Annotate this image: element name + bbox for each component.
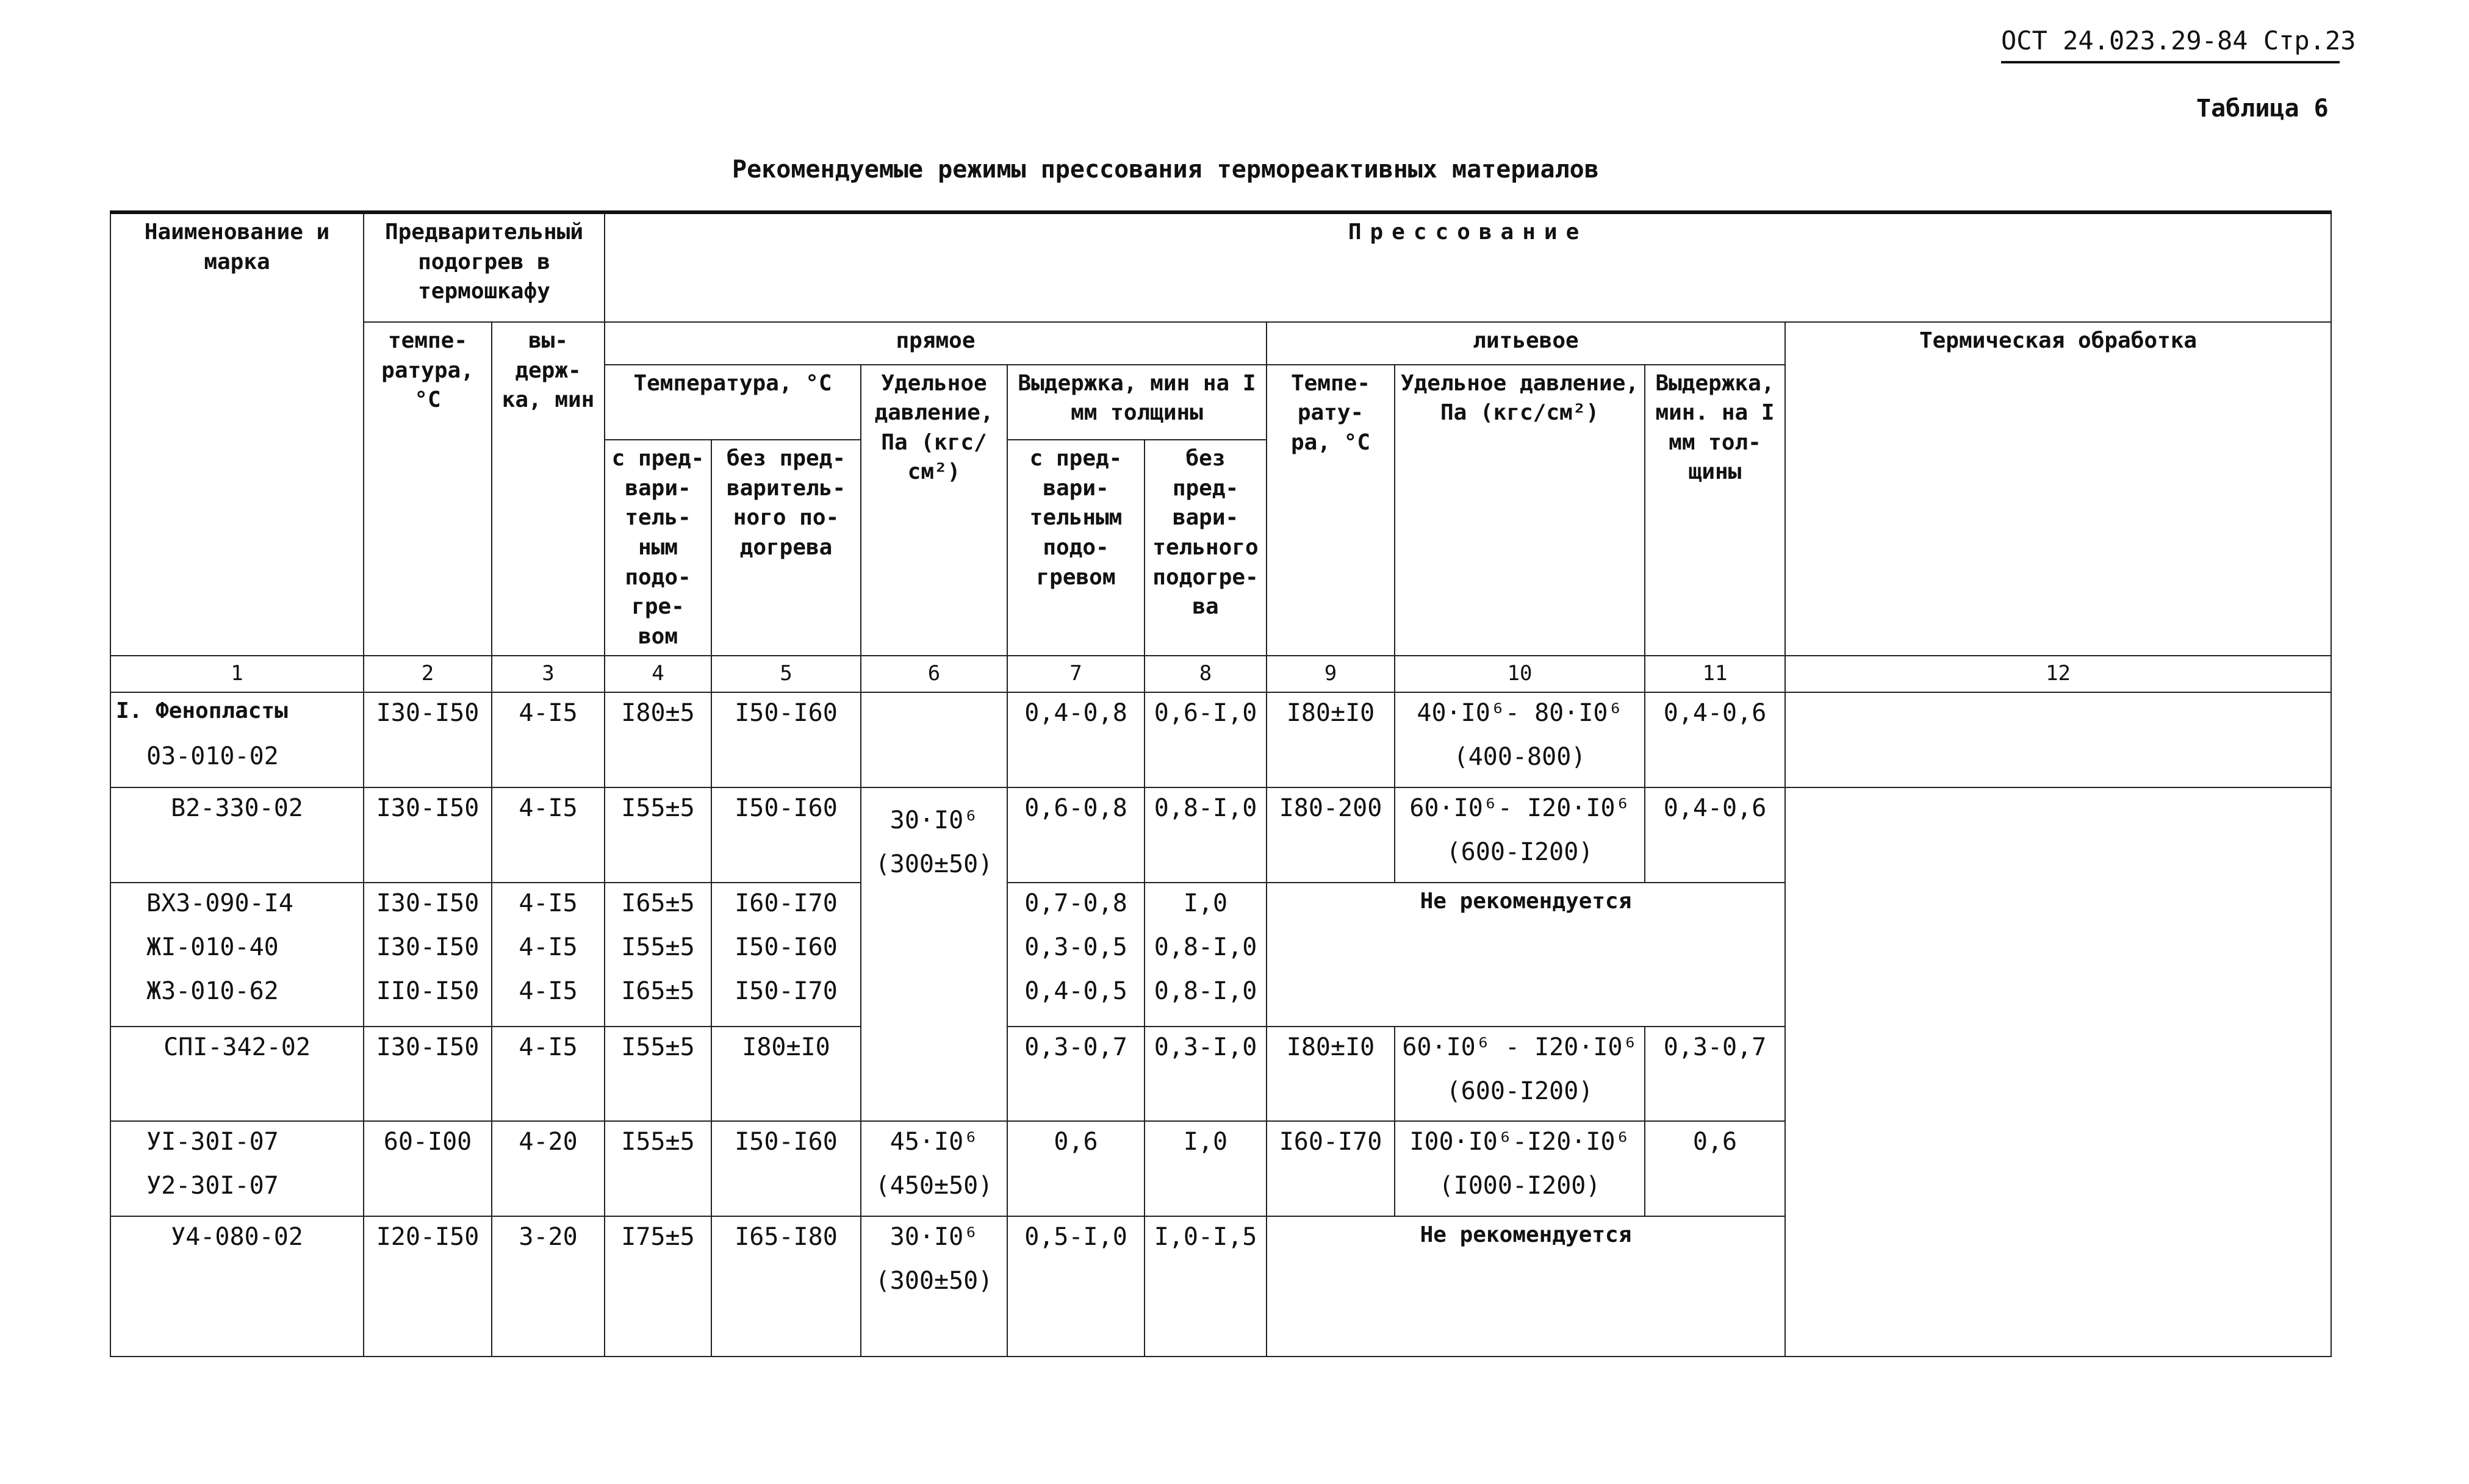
material-name: У4-080-02 bbox=[110, 1216, 364, 1357]
specific-pressure-kgf: (300±50) bbox=[875, 850, 993, 878]
header-heat-treatment: Термическая обработка bbox=[1785, 322, 2331, 656]
table-row bbox=[110, 883, 2331, 1027]
inj-temp: I80±I0 bbox=[1267, 1027, 1395, 1122]
inj-pressure-kgf: (600-I200) bbox=[1446, 837, 1594, 866]
inj-temp: I80±I0 bbox=[1267, 692, 1395, 787]
header-pressing bbox=[605, 212, 2331, 322]
temp-without-preheat: I50-I60 bbox=[735, 933, 838, 961]
not-recommended: Не рекомендуется bbox=[1267, 1216, 1785, 1357]
hold-without-preheat: I,0 bbox=[1145, 1121, 1267, 1216]
inj-pressure: 60·I0⁶- I20·I0⁶ bbox=[1409, 794, 1630, 822]
temp-without-preheat: I50-I60 bbox=[711, 787, 861, 883]
col-number: 1 bbox=[110, 656, 364, 692]
heat-treatment bbox=[1785, 787, 2331, 883]
preheat-hold: 4-I5 bbox=[492, 692, 605, 787]
temp-with-preheat: I55±5 bbox=[605, 1121, 711, 1216]
table-row bbox=[110, 1027, 2331, 1122]
inj-pressure-kgf: (I000-I200) bbox=[1439, 1172, 1601, 1200]
specific-pressure: 45·I0⁶ bbox=[889, 1128, 979, 1156]
table-row bbox=[110, 692, 2331, 787]
temp-without-preheat: I60-I70 bbox=[735, 889, 838, 917]
preheat-temp: II0-I50 bbox=[376, 977, 480, 1005]
heat-treatment bbox=[1785, 1216, 2331, 1357]
header-preheat: Предварительный подогрев в термошкафу bbox=[364, 212, 605, 322]
header-hold-per-mm: Выдержка, мин на I мм толщины bbox=[1007, 365, 1267, 440]
hold-without-preheat: I,0-I,5 bbox=[1145, 1216, 1267, 1357]
table-title: Рекомендуемые режимы прессования термореактивных материалов bbox=[732, 156, 1599, 184]
col-number: 10 bbox=[1395, 656, 1645, 692]
header-temperature: Температура, °С bbox=[605, 365, 861, 440]
temp-with-preheat: I65±5 bbox=[621, 977, 695, 1005]
inj-pressure: 40·I0⁶- 80·I0⁶ bbox=[1417, 699, 1623, 728]
document-code-underline bbox=[2001, 61, 2340, 63]
hold-with-preheat: 0,3-0,7 bbox=[1007, 1027, 1145, 1122]
col-number: 11 bbox=[1645, 656, 1785, 692]
header-inj-temp: Темпе- рату- ра, °С bbox=[1267, 365, 1395, 656]
preheat-temp: I30-I50 bbox=[364, 1027, 492, 1122]
not-recommended: Не рекомендуется bbox=[1267, 883, 1785, 1027]
preheat-hold: 4-20 bbox=[492, 1121, 605, 1216]
heat-treatment bbox=[1785, 1121, 2331, 1216]
header-inj-hold: Выдержка, мин. на I мм тол- щины bbox=[1645, 365, 1785, 656]
hold-with-preheat: 0,4-0,5 bbox=[1024, 977, 1127, 1005]
material-name: СПI-342-02 bbox=[110, 1027, 364, 1122]
temp-without-preheat: I50-I60 bbox=[711, 692, 861, 787]
hold-with-preheat: 0,3-0,5 bbox=[1024, 933, 1127, 961]
temp-without-preheat: I80±I0 bbox=[711, 1027, 861, 1122]
temp-with-preheat: I55±5 bbox=[621, 933, 695, 961]
specific-pressure: 30·I0⁶ bbox=[889, 1223, 979, 1251]
header-temp-with: с пред- вари- тель- ным подо- гре- вом bbox=[605, 440, 711, 656]
material-name: У2-30I-07 bbox=[146, 1172, 279, 1200]
preheat-temp: I20-I50 bbox=[364, 1216, 492, 1357]
temp-without-preheat: I50-I60 bbox=[711, 1121, 861, 1216]
table-number: Таблица 6 bbox=[2196, 95, 2329, 123]
col-number: 4 bbox=[605, 656, 711, 692]
temp-with-preheat: I80±5 bbox=[605, 692, 711, 787]
inj-hold: 0,4-0,6 bbox=[1645, 787, 1785, 883]
header-temp-without: без пред- варитель- ного по- догрева bbox=[711, 440, 861, 656]
inj-pressure-kgf: (400-800) bbox=[1453, 743, 1586, 772]
heat-treatment bbox=[1785, 883, 2331, 1027]
header-preheat-temp: темпе- ратура, °С bbox=[364, 322, 492, 656]
hold-without-preheat: 0,6-I,0 bbox=[1145, 692, 1267, 787]
heat-treatment bbox=[1785, 692, 2331, 787]
specific-pressure bbox=[861, 692, 1007, 787]
material-name: ЖI-010-40 bbox=[146, 933, 279, 961]
heat-treatment bbox=[1785, 1027, 2331, 1122]
hold-with-preheat: 0,5-I,0 bbox=[1007, 1216, 1145, 1357]
specific-pressure-kgf: (450±50) bbox=[875, 1172, 993, 1200]
temp-with-preheat: I55±5 bbox=[605, 1027, 711, 1122]
col-number: 2 bbox=[364, 656, 492, 692]
preheat-temp: I30-I50 bbox=[364, 787, 492, 883]
table-row bbox=[110, 1216, 2331, 1357]
hold-with-preheat: 0,4-0,8 bbox=[1007, 692, 1145, 787]
inj-pressure-kgf: (600-I200) bbox=[1446, 1077, 1594, 1105]
header-name: Наименование и марка bbox=[110, 212, 364, 656]
preheat-hold: 4-I5 bbox=[519, 977, 578, 1005]
header-inj-pressure: Удельное давление, Па (кгс/см²) bbox=[1395, 365, 1645, 656]
temp-without-preheat: I50-I70 bbox=[735, 977, 838, 1005]
preheat-temp: I30-I50 bbox=[376, 933, 480, 961]
inj-hold: 0,6 bbox=[1645, 1121, 1785, 1216]
hold-without-preheat: 0,8-I,0 bbox=[1154, 933, 1257, 961]
header-hold-without: без пред- вари- тельного подогре- ва bbox=[1145, 440, 1267, 656]
section-label: I. Фенопласты bbox=[116, 698, 288, 724]
temp-without-preheat: I65-I80 bbox=[711, 1216, 861, 1357]
header-hold-with: с пред- вари- тельным подо- гревом bbox=[1007, 440, 1145, 656]
specific-pressure-kgf: (300±50) bbox=[875, 1267, 993, 1295]
material-name: В2-330-02 bbox=[110, 787, 364, 883]
document-code: ОСТ 24.023.29-84 Стр.23 bbox=[2001, 26, 2356, 56]
table-row bbox=[110, 787, 2331, 883]
col-number: 6 bbox=[861, 656, 1007, 692]
pressing-modes-table bbox=[110, 210, 2332, 1357]
preheat-temp: I30-I50 bbox=[364, 692, 492, 787]
hold-without-preheat: 0,3-I,0 bbox=[1145, 1027, 1267, 1122]
header-injection: литьевое bbox=[1267, 322, 1785, 365]
col-number: 9 bbox=[1267, 656, 1395, 692]
inj-temp: I60-I70 bbox=[1267, 1121, 1395, 1216]
inj-temp: I80-200 bbox=[1267, 787, 1395, 883]
temp-with-preheat: I55±5 bbox=[605, 787, 711, 883]
preheat-hold: 4-I5 bbox=[492, 787, 605, 883]
preheat-hold: 3-20 bbox=[492, 1216, 605, 1357]
material-name: ВХЗ-090-I4 bbox=[146, 889, 293, 917]
preheat-hold: 4-I5 bbox=[519, 889, 578, 917]
inj-pressure: I00·I0⁶-I20·I0⁶ bbox=[1409, 1128, 1630, 1156]
temp-with-preheat: I65±5 bbox=[621, 889, 695, 917]
col-number: 3 bbox=[492, 656, 605, 692]
header-preheat-hold: вы- держ- ка, мин bbox=[492, 322, 605, 656]
col-number: 5 bbox=[711, 656, 861, 692]
material-name: УI-30I-07 bbox=[146, 1128, 279, 1156]
hold-with-preheat: 0,6 bbox=[1007, 1121, 1145, 1216]
header-direct: прямое bbox=[605, 322, 1267, 365]
inj-hold: 0,3-0,7 bbox=[1645, 1027, 1785, 1122]
hold-with-preheat: 0,7-0,8 bbox=[1024, 889, 1127, 917]
hold-without-preheat: 0,8-I,0 bbox=[1145, 787, 1267, 883]
specific-pressure: 30·I0⁶ bbox=[889, 806, 979, 834]
material-name: 03-010-02 bbox=[146, 742, 279, 770]
table-row bbox=[110, 1121, 2331, 1216]
col-number: 8 bbox=[1145, 656, 1267, 692]
hold-without-preheat: 0,8-I,0 bbox=[1154, 977, 1257, 1005]
preheat-hold: 4-I5 bbox=[492, 1027, 605, 1122]
preheat-temp: I30-I50 bbox=[376, 889, 480, 917]
inj-hold: 0,4-0,6 bbox=[1645, 692, 1785, 787]
inj-pressure: 60·I0⁶ - I20·I0⁶ bbox=[1402, 1033, 1637, 1061]
col-number: 7 bbox=[1007, 656, 1145, 692]
hold-with-preheat: 0,6-0,8 bbox=[1007, 787, 1145, 883]
preheat-temp: 60-I00 bbox=[364, 1121, 492, 1216]
header-pressing-text: Прессование bbox=[1348, 220, 1588, 245]
header-specific-pressure: Удельное давление, Па (кгс/см²) bbox=[861, 365, 1007, 656]
hold-without-preheat: I,0 bbox=[1183, 889, 1228, 917]
material-name: ЖЗ-010-62 bbox=[146, 977, 279, 1005]
temp-with-preheat: I75±5 bbox=[605, 1216, 711, 1357]
col-number: 12 bbox=[1785, 656, 2331, 692]
preheat-hold: 4-I5 bbox=[519, 933, 578, 961]
